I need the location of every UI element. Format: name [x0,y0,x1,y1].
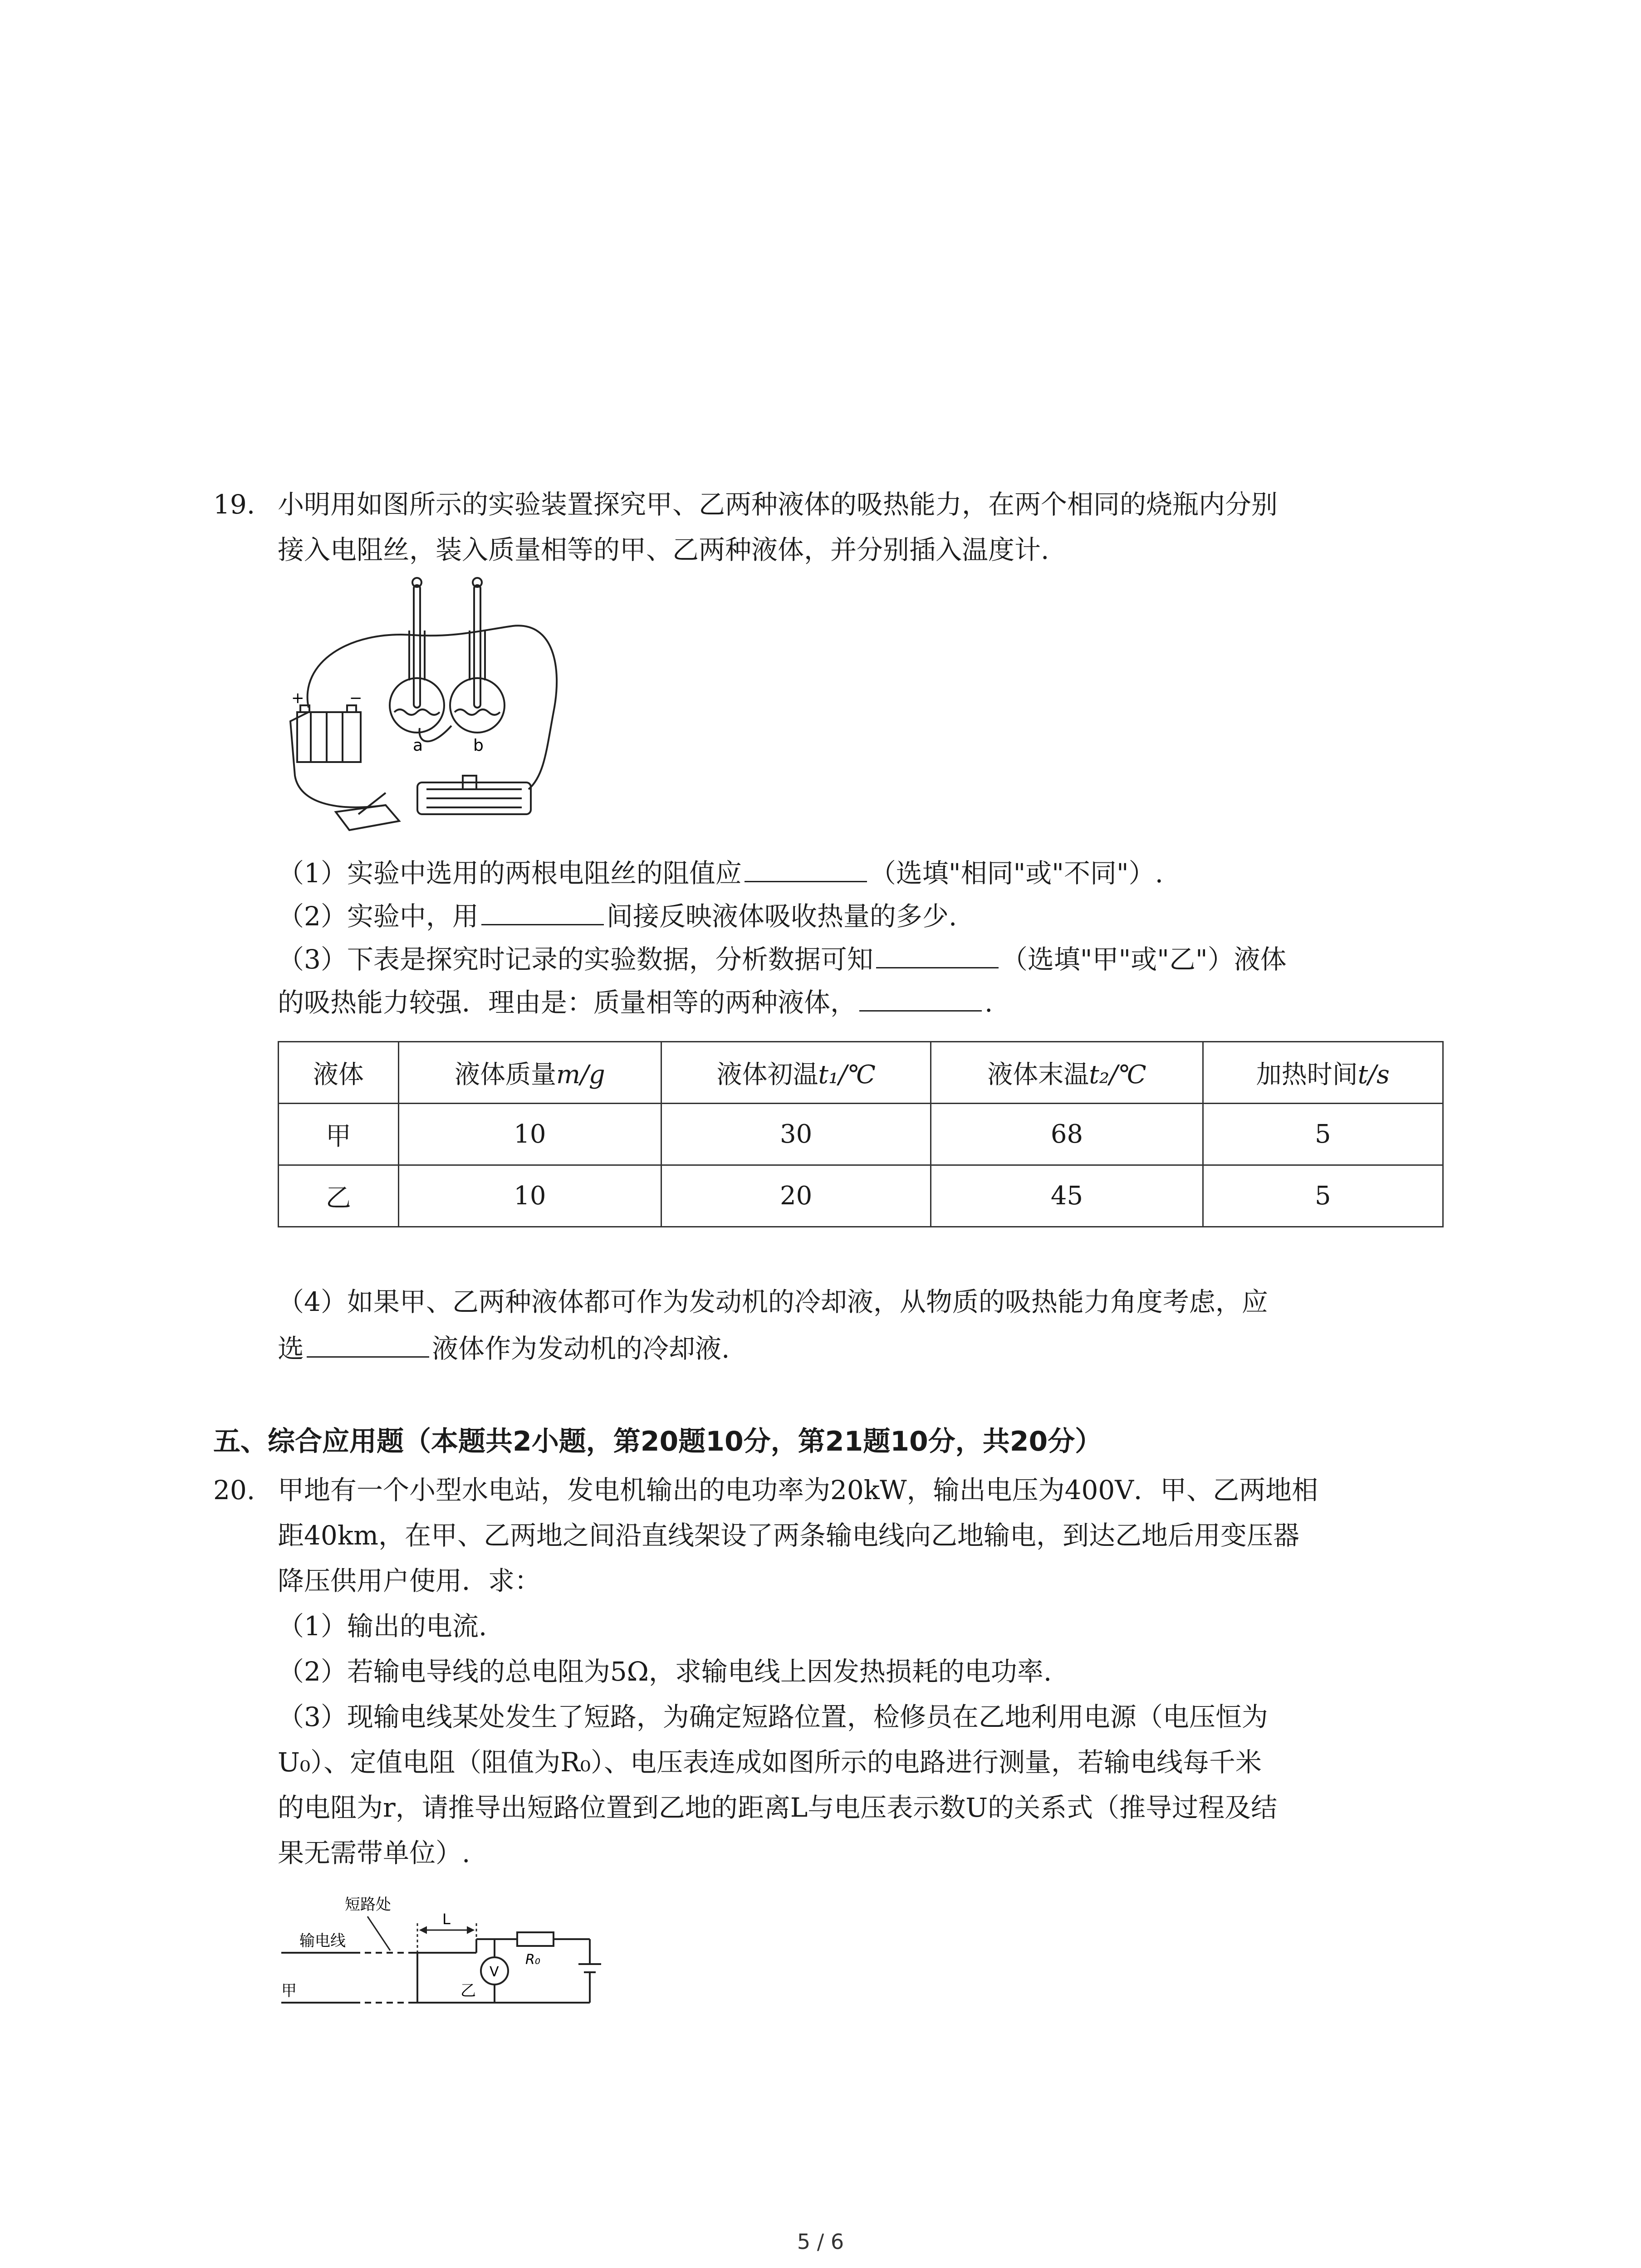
q19-part1: （1）实验中选用的两根电阻丝的阻值应 （选填"相同"或"不同"）. [278,853,1163,891]
q20-circuit-figure [277,1892,622,2028]
length-label: L [442,1911,451,1928]
table-cell: 5 [1203,1104,1443,1165]
q20-part3-line3: 的电阻为r，请推导出短路位置到乙地的距离L与电压表示数U的关系式（推导过程及结 [278,1792,1278,1823]
q19-part4-line1: （4）如果甲、乙两种液体都可作为发动机的冷却液，从物质的吸热能力角度考虑，应 [278,1286,1268,1317]
answer-blank-3[interactable] [876,939,999,968]
table-cell: 20 [661,1165,931,1227]
table-cell: 30 [661,1104,931,1165]
voltmeter-label: V [490,1964,499,1980]
q19-stem-line2: 接入电阻丝，装入质量相等的甲、乙两种液体，并分别插入温度计. [278,534,1049,565]
q20-part2: （2）若输电导线的总电阻为5Ω，求输电线上因发热损耗的电功率. [278,1656,1052,1687]
table-cell: 5 [1203,1165,1443,1227]
table-header-cell: 液体末温t₂/℃ [931,1042,1203,1104]
table-header-cell: 液体 [279,1042,399,1104]
q20-part1: （1）输出的电流. [278,1611,487,1642]
page-number: 5 / 6 [797,2229,844,2254]
table-cell: 68 [931,1104,1203,1165]
wire-label: 输电线 [299,1932,346,1950]
table-cell: 10 [398,1104,661,1165]
q20-part3-line4: 果无需带单位）. [278,1838,470,1868]
table-row [279,1104,1443,1165]
q20-part3-line2: U₀）、定值电阻（阻值为R₀）、电压表连成如图所示的电路进行测量，若输电线每千米 [278,1747,1262,1778]
q20-line2: 距40km，在甲、乙两地之间沿直线架设了两条输电线向乙地输电，到达乙地后用变压器 [278,1520,1299,1551]
jia-label: 甲 [281,1982,297,2000]
table-row [279,1165,1443,1227]
answer-blank-1[interactable] [745,853,867,882]
q20-number: 20. [213,1475,255,1505]
table-header-row [279,1042,1443,1104]
table-cell: 10 [398,1165,661,1227]
flask-b-label: b [473,736,484,755]
section-5-heading: 五、综合应用题（本题共2小题，第20题10分，第21题10分，共20分） [213,1426,1102,1457]
resistor-label: R₀ [525,1952,540,1968]
table-cell: 45 [931,1165,1203,1227]
table-header-cell: 液体质量m/g [398,1042,661,1104]
q19-part3-line1: （3）下表是探究时记录的实验数据，分析数据可知 （选填"甲"或"乙"）液体 [278,939,1287,978]
q19-part4-line2: 选 液体作为发动机的冷却液. [278,1328,730,1367]
answer-blank-5[interactable] [307,1328,429,1358]
q19-part3-line2: 的吸热能力较强．理由是：质量相等的两种液体， . [278,982,993,1021]
table-header-cell: 加热时间t/s [1203,1042,1443,1104]
table-cell: 乙 [279,1165,399,1227]
table-header-cell: 液体初温t₁/℃ [661,1042,931,1104]
battery-minus-label: − [349,689,362,707]
q19-stem-line1: 小明用如图所示的实验装置探究甲、乙两种液体的吸热能力，在两个相同的烧瓶内分别 [278,489,1278,520]
short-point-label: 短路处 [345,1896,391,1914]
battery-plus-label: + [291,689,304,707]
flask-a-label: a [413,736,423,755]
answer-blank-4[interactable] [859,982,982,1012]
q19-number: 19. [213,489,255,520]
q20-line3: 降压供用户使用．求： [278,1565,541,1596]
table-cell: 甲 [279,1104,399,1165]
q19-apparatus-figure [281,576,572,835]
q20-part3-line1: （3）现输电线某处发生了短路，为确定短路位置，检修员在乙地利用电源（电压恒为 [278,1701,1268,1732]
q20-line1: 甲地有一个小型水电站，发电机输出的电功率为20kW，输出电压为400V．甲、乙两地相 [278,1475,1318,1505]
answer-blank-2[interactable] [481,896,604,925]
q19-part2: （2）实验中，用 间接反映液体吸收热量的多少. [278,896,957,934]
q19-data-table [278,1041,1444,1227]
yi-label: 乙 [460,1982,476,2000]
